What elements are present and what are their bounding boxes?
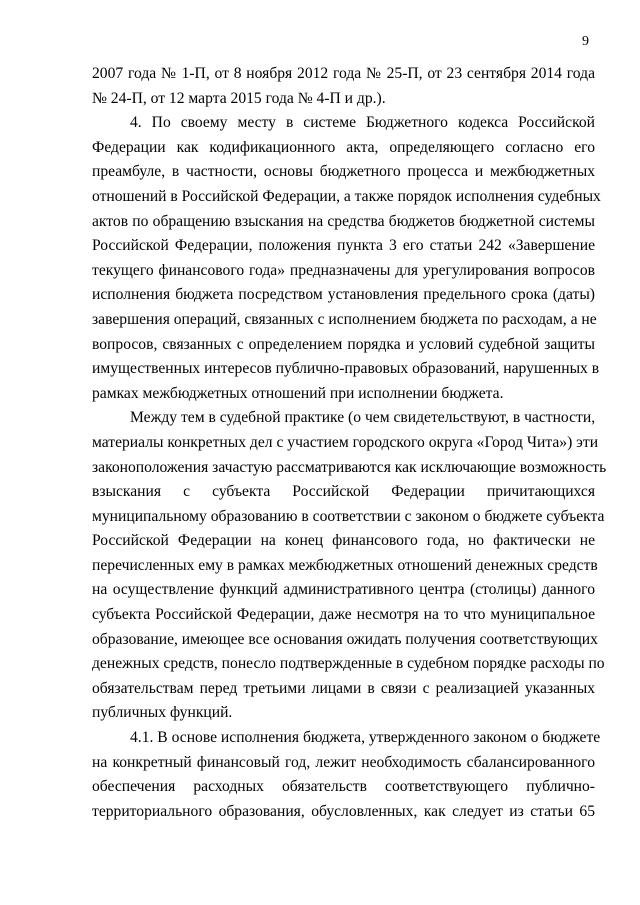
text-line: Российской Федерации, положения пункта 3 его статьи 242 «Завершение — [92, 237, 595, 255]
text-line: законоположения зачастую рассматриваются как исключающие возможность — [92, 458, 607, 476]
page-number: 9 — [582, 34, 589, 49]
text-line: материалы конкретных дел с участием городского округа «Город Чита») эти — [92, 433, 599, 451]
text-line: перечисленных ему в рамках межбюджетных отношений денежных средств — [92, 556, 598, 574]
text-line: отношений в Российской Федерации, а также порядок исполнения судебных — [92, 187, 601, 205]
text-line: 4. По своему месту в системе Бюджетного кодекса Российской — [130, 114, 595, 132]
text-line: 4.1. В основе исполнения бюджета, утвержденного законом о бюджете — [130, 729, 601, 747]
text-line: обязательствам перед третьими лицами в связи с реализацией указанных — [92, 679, 595, 697]
text-line: исполнения бюджета посредством установления предельного срока (даты) — [92, 286, 595, 304]
document-body — [92, 62, 607, 824]
text-line: преамбуле, в частности, основы бюджетного процесса и межбюджетных — [92, 163, 595, 181]
text-line: образование, имеющее все основания ожидать получения соответствующих — [92, 630, 598, 648]
text-line: денежных средств, понесло подтвержденные в судебном порядке расходы по — [92, 655, 605, 673]
text-line: № 24-П, от 12 марта 2015 года № 4-П и др.). — [92, 89, 386, 107]
text-line: субъекта Российской Федерации, даже несмотря на то что муниципальное — [92, 606, 595, 624]
text-line: 2007 года № 1-П, от 8 ноября 2012 года № 25-П, от 23 сентября 2014 года — [92, 65, 595, 82]
text-line: на осуществление функций административного центра (столицы) данного — [92, 581, 595, 599]
text-line: взыскания с субъекта Российской Федерации причитающихся — [92, 483, 595, 501]
text-line: имущественных интересов публично-правовых образований, нарушенных в — [92, 360, 600, 378]
text-line: публичных функций. — [92, 704, 233, 722]
text-line: Российской Федерации на конец финансового года, но фактически не — [92, 532, 595, 550]
text-line: завершения операций, связанных с исполнением бюджета по расходам, а не — [92, 310, 597, 328]
text-line: муниципальному образованию в соответствии с законом о бюджете субъекта — [92, 507, 605, 525]
text-line: на конкретный финансовый год, лежит необходимость сбалансированного — [92, 753, 595, 771]
text-line: Между тем в судебной практике (о чем свидетельствуют, в частности, — [130, 409, 596, 427]
text-line: рамках межбюджетных отношений при исполнении бюджета. — [92, 384, 504, 402]
text-line: территориального образования, обусловленных, как следует из статьи 65 — [92, 802, 595, 820]
text-line: вопросов, связанных с определением порядка и условий судебной защиты — [92, 335, 595, 353]
text-line: текущего финансового года» предназначены для урегулирования вопросов — [92, 261, 595, 279]
text-line: обеспечения расходных обязательств соответствующего публично- — [92, 778, 595, 796]
text-line: актов по обращению взыскания на средства бюджетов бюджетной системы — [92, 212, 595, 230]
text-line: Федерации как кодификационного акта, определяющего согласно его — [92, 138, 595, 156]
